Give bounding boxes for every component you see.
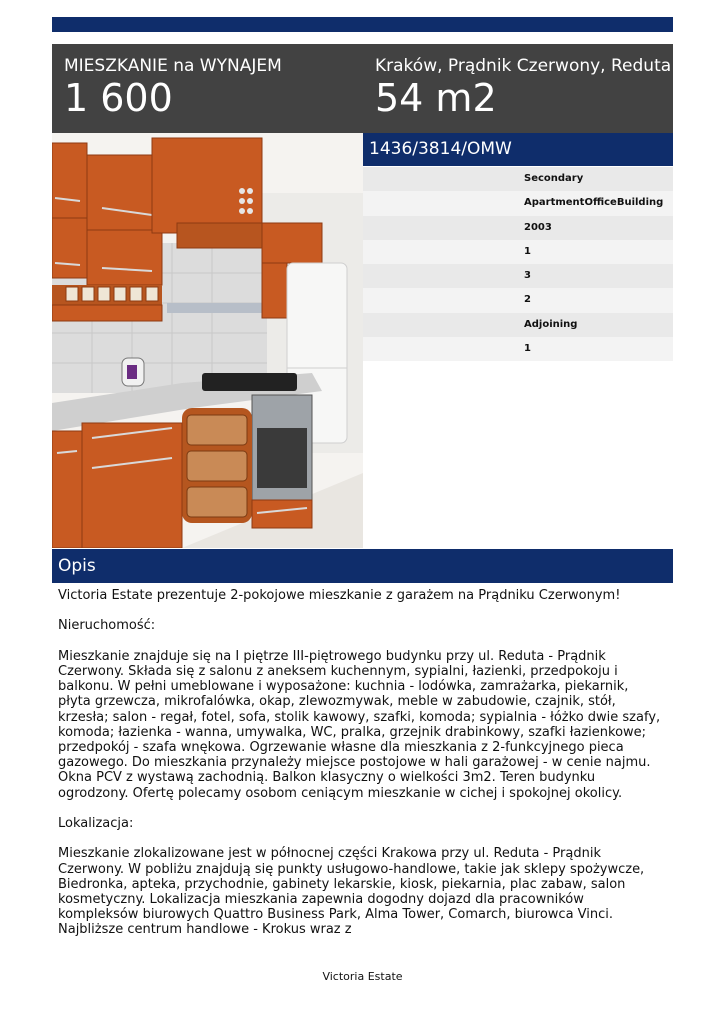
detail-row: [363, 337, 673, 361]
details-table: [363, 167, 673, 361]
price-block: [64, 56, 282, 120]
detail-row: [363, 313, 673, 337]
footer-agency: Victoria Estate: [322, 970, 403, 983]
location: Kraków, Prądnik Czerwony, Reduta: [375, 56, 672, 76]
description-intro: Victoria Estate prezentuje 2-pokojowe mieszkanie z garażem na Prądniku Czerwonym!: [58, 588, 621, 603]
detail-value: Secondary: [524, 173, 584, 184]
top-accent-bar: [52, 17, 673, 32]
detail-value: ApartmentOfficeBuilding: [524, 197, 664, 209]
description: [58, 588, 664, 953]
description-heading: Lokalizacja:: [58, 816, 134, 831]
detail-value: 1: [524, 342, 531, 354]
detail-value: Adjoining: [524, 318, 578, 330]
detail-row: [363, 191, 673, 215]
detail-value: 1: [524, 245, 531, 257]
location-block: [375, 56, 671, 120]
detail-row: [363, 264, 673, 288]
area: 54 m2: [375, 76, 497, 120]
description-heading: Nieruchomość:: [58, 618, 156, 634]
detail-row: [363, 167, 673, 191]
offer-type: MIESZKANIE na WYNAJEM: [64, 56, 282, 76]
reference-number: 1436/3814/OMW: [363, 133, 673, 166]
detail-row: [363, 288, 673, 312]
detail-value: 2: [524, 294, 531, 306]
listing-header: [52, 44, 673, 133]
detail-row: [363, 216, 673, 240]
section-title: Opis: [52, 549, 673, 583]
detail-row: [363, 240, 673, 264]
detail-value: 3: [524, 270, 531, 281]
description-paragraph: Mieszkanie zlokalizowane jest w północnej części Krakowa przy ul. Reduta - Prądnik Czerwony. W pobliżu znajdują się punkty usługowo-handlowe, takie jak sklepy spożywcze, Biedronka, apteka, przychodnie, gabinety lekarskie, kiosk, piekarnia, plac zabaw, salon kosmetyczny. Lokalizacja mieszkania zapewnia dogodny dojazd dla pracowników kompleksów biurowych Quattro Business Park, Alma Tower, Comarch, biurowca Vinci. Najbliższe centrum handlowe - Krokus wraz z: [58, 846, 645, 938]
kitchen-photo: [52, 133, 363, 548]
detail-value: 2003: [524, 221, 552, 233]
description-paragraph: Mieszkanie znajduje się na I piętrze III-piętrowego budynku przy ul. Reduta - Prądnik Czerwony. Składa się z salonu z aneksem kuchennym, sypialni, łazienki, przedpokoju i balkonu. W pełni umeblowane i wyposażone: kuchnia - lodówka, zamrażarka, piekarnik, płyta grzewcza, mikrofalówka, okap, zlewozmywak, meble w zabudowie, czajnik, stół, krzesła; salon - regał, fotel, sofa, stolik kawowy, szafki, komoda; sypialnia - łóżko dwie szafy, komoda; łazienka - wanna, umywalka, WC, pralka, grzejnik drabinkowy, szafki łazienkowe; przedpokój - szafa wnękowa. Ogrzewanie własne dla mieszkania z 2-funkcyjnego pieca gazowego. Do mieszkania przynależy miejsce postojowe w hali garażowej - w cenie najmu. Okna PCV z wystawą zachodnią. Balkon klasyczny o wielkości 3m2. Teren budynku ogrodzony. Ofertę polecamy osobom ceniącym mieszkanie w cichej i spokojnej okolicy.: [58, 648, 661, 801]
price: 1 600: [64, 76, 173, 120]
